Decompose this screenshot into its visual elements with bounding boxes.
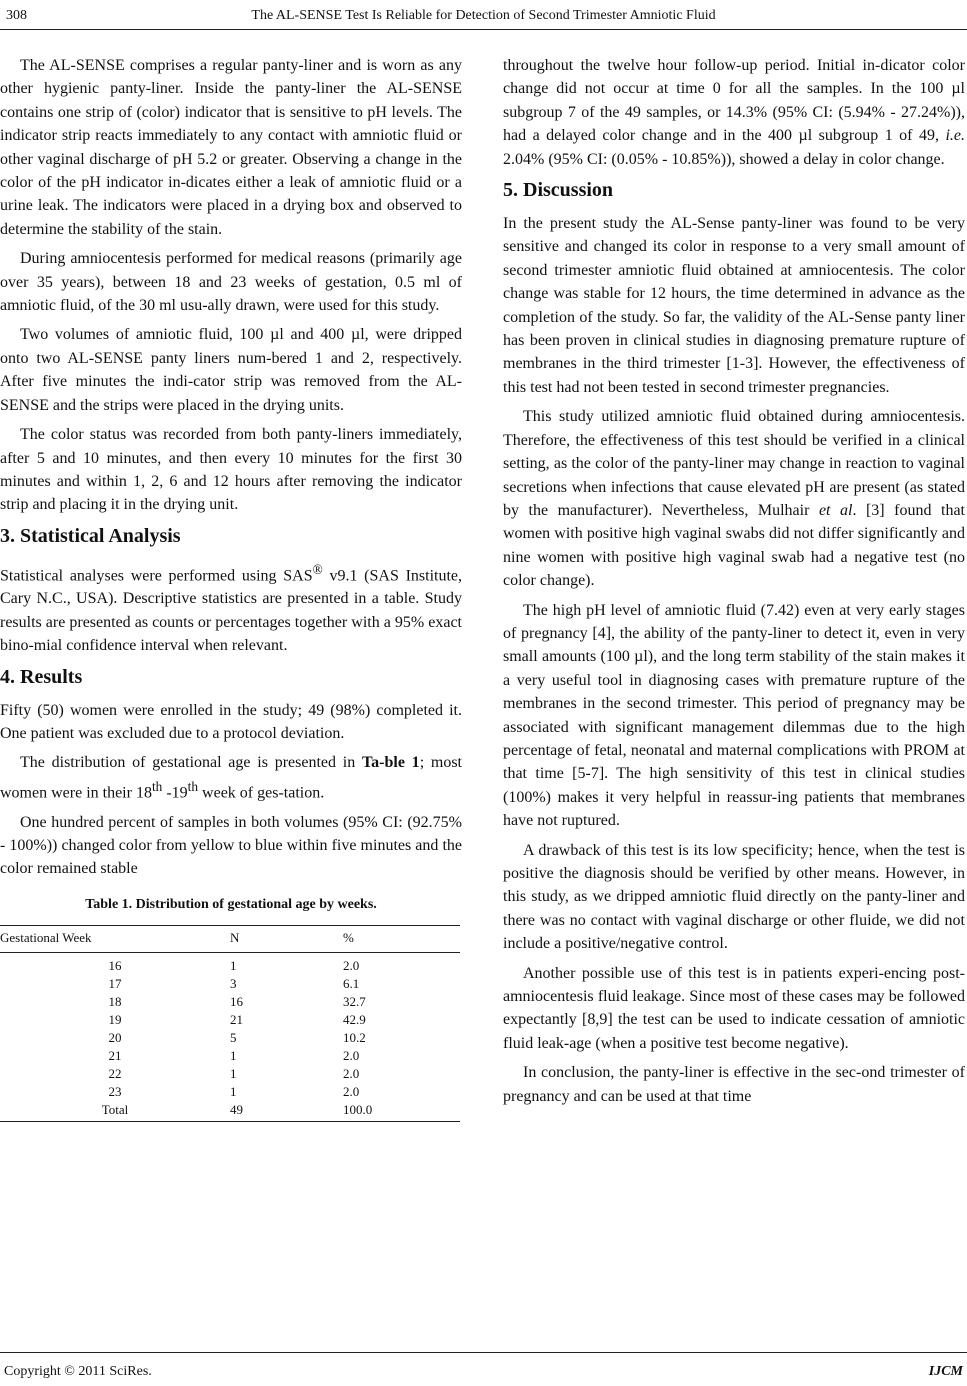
column-header-n: N: [230, 925, 343, 952]
paragraph-discussion-4: A drawback of this test is its low specificity; hence, when the test is positive the diagnosis should be verified by other means. However, in this study, as we dripped amniotic fluid directly on the panty-liner and there was no contact with vaginal discharge or other fluide, we did not include a positive/negative control.: [503, 841, 965, 953]
cell-week: 16: [108, 957, 122, 973]
cell-week: 19: [108, 1011, 122, 1027]
footer-divider: [0, 1352, 967, 1353]
paragraph-discussion-1: In the present study the AL-Sense panty-liner was found to be very sensitive and changed its color in response to a very small amount of second trimester amniotic fluid obtained at amniocentesis. The color change was stable for 12 hours, the time determined in advance as the completion of the study. So far, the validity of the AL-Sense panty liner has been proven in clinical studies in diagnosing premature rupture of membranes in the third trimester [1-3]. However, the effectiveness of this test had not been tested in second trimester pregnancies.: [503, 215, 965, 396]
table-row: [0, 1047, 460, 1065]
running-header: [0, 0, 967, 30]
paragraph-conclusion: In conclusion, the panty-liner is effective in the sec-ond trimester of pregnancy and can be used at that time: [503, 1064, 965, 1105]
table-caption: Table 1. Distribution of gestational age by weeks.: [85, 896, 377, 912]
table-header-row: [0, 925, 460, 952]
gestational-age-table: [0, 925, 460, 1122]
page-number: 308: [6, 8, 27, 23]
paragraph-discussion-5: Another possible use of this test is in patients experi-encing post-amniocentesis fluid leakage. Since most of these cases may be followed expectantly [8,9] the test can be used to indicate cessation of amniotic fluid leak-age (when a positive test become negative).: [503, 964, 965, 1052]
cell-n: 21: [230, 1011, 243, 1027]
running-title: The AL-SENSE Test Is Reliable for Detection of Second Trimester Amniotic Fluid: [251, 8, 716, 23]
cell-n: 1: [230, 1065, 237, 1081]
cell-percent: 10.2: [343, 1029, 366, 1045]
paragraph-discussion-2: This study utilized amniotic fluid obtained during amniocentesis. Therefore, the effectiveness of this test should be verified in a clinical setting, as the color of the panty-liner may change in reaction to vaginal secretions when infections that cause elevated pH are present (as stated by the manufacturer). Nevertheless, Mulhair et al. [3] found that women with positive high vaginal swabs did not differ significantly and nine women with positive high vaginal swab had a negative test (no color change).: [503, 408, 965, 590]
cell-week: 21: [108, 1047, 122, 1063]
left-column: [0, 54, 462, 1122]
cell-week: 22: [108, 1065, 122, 1081]
cell-percent: 2.0: [343, 1083, 360, 1099]
paragraph-volumes: Two volumes of amniotic fluid, 100 µl and 400 µl, were dripped onto two AL-SENSE panty liners num-bered 1 and 2, respectively. After five minutes the indi-cator strip was removed from the AL-SENSE and the strips were placed in the drying units.: [0, 326, 462, 414]
right-column: [503, 54, 965, 1114]
cell-percent: 42.9: [343, 1011, 366, 1027]
table-row: [0, 1065, 460, 1083]
column-header-week: Gestational Week: [0, 925, 230, 952]
cell-total-percent: 100.0: [343, 1101, 460, 1122]
cell-week: 20: [108, 1029, 122, 1045]
cell-percent: 32.7: [343, 993, 366, 1009]
cell-week: 23: [108, 1083, 122, 1099]
paragraph-al-sense-description: The AL-SENSE comprises a regular panty-liner and is worn as any other hygienic panty-liner. Inside the panty-liner the AL-SENSE contains one strip of (color) indicator that is sensitive to pH levels. The indicator strip reacts immediately to any contact with amniotic fluid or other vaginal discharge of pH 5.2 or greater. Observing a change in the color of the pH indicator in-dicates either a leak of amniotic fluid or a urine leak. The indicators were placed in a drying box and observed to determine the stability of the stain.: [0, 57, 462, 238]
table-reference: Ta-ble 1: [361, 754, 420, 772]
table-total-row: [0, 1101, 460, 1122]
paragraph-enrollment: Fifty (50) women were enrolled in the study; 49 (98%) completed it. One patient was excluded due to a protocol deviation.: [0, 701, 462, 743]
cell-percent: 2.0: [343, 1065, 360, 1081]
table-row: [0, 1083, 460, 1101]
table-row: [0, 1029, 460, 1047]
cell-n: 3: [230, 975, 237, 991]
heading-statistical-analysis: 3. Statistical Analysis: [0, 524, 181, 547]
cell-total-n: 49: [230, 1101, 343, 1122]
copyright-text: Copyright © 2011 SciRes.: [4, 1364, 152, 1379]
column-header-percent: %: [343, 925, 460, 952]
cell-n: 16: [230, 993, 243, 1009]
table-row: [0, 975, 460, 993]
paragraph-statistics: Statistical analyses were performed using SAS® v9.1 (SAS Institute, Cary N.C., USA). Descriptive statistics are presented in a table. Study results are presented as counts or percentages together with a 95% exact bino-mial confidence interval when relevant.: [0, 561, 462, 655]
cell-n: 1: [230, 1047, 237, 1063]
paragraph-discussion-3: The high pH level of amniotic fluid (7.42) even at very early stages of pregnancy [4], the ability of the panty-liner to detect it, even in very small amounts (100 µl), and the long term stability of the stain makes it a very useful tool in diagnosing cases with premature rupture of the membranes in the second trimester. This period of pregnancy may be associated with significant management dilemmas due to the high percentage of fetal, neonatal and maternal complications with PROM at that time [5-7]. The high sensitivity of this test in clinical studies (100%) makes it very helpful in reassur-ing patients that membranes have not ruptured.: [503, 601, 965, 830]
table-row: [0, 1011, 460, 1029]
cell-n: 1: [230, 957, 237, 973]
cell-percent: 2.0: [343, 1047, 360, 1063]
paragraph-distribution: The distribution of gestational age is presented in Ta-ble 1; most women were in their 18th -19th week of ges-tation.: [0, 754, 463, 802]
table-row: [0, 993, 460, 1011]
paragraph-follow-up: throughout the twelve hour follow-up period. Initial in-dicator color change did not occur at time 0 for all the samples. In the 100 µl subgroup 7 of the 49 samples, or 14.3% (95% CI: (5.94% - 27.24%)), had a delayed color change and in the 400 µl subgroup 1 of 49, i.e. 2.04% (95% CI: (0.05% - 10.85%)), showed a delay in color change.: [503, 57, 965, 168]
cell-week: 17: [108, 975, 122, 991]
cell-percent: 2.0: [343, 957, 360, 973]
heading-results: 4. Results: [0, 665, 83, 688]
heading-discussion: 5. Discussion: [503, 179, 614, 202]
journal-name: IJCM: [928, 1364, 963, 1379]
paragraph-color-status: The color status was recorded from both panty-liners immediately, after 5 and 10 minutes, and then every 10 minutes for the first 30 minutes and within 1, 2, 6 and 12 hours after removing the indicator strip and placing it in the drying unit.: [0, 426, 462, 514]
paragraph-color-change: One hundred percent of samples in both volumes (95% CI: (92.75% - 100%)) changed color from yellow to blue within five minutes and the color remained stable: [0, 813, 462, 878]
table-row: [0, 952, 460, 975]
paragraph-amniocentesis: During amniocentesis performed for medical reasons (primarily age over 35 years), between 18 and 23 weeks of gestation, 0.5 ml of amniotic fluid, of the 30 ml usu-ally drawn, were used for this study.: [0, 250, 462, 315]
cell-total-label: Total: [0, 1101, 230, 1122]
cell-n: 5: [230, 1029, 237, 1045]
registered-mark: ®: [312, 561, 323, 577]
cell-percent: 6.1: [343, 975, 360, 991]
cell-week: 18: [108, 993, 122, 1009]
cell-n: 1: [230, 1083, 237, 1099]
